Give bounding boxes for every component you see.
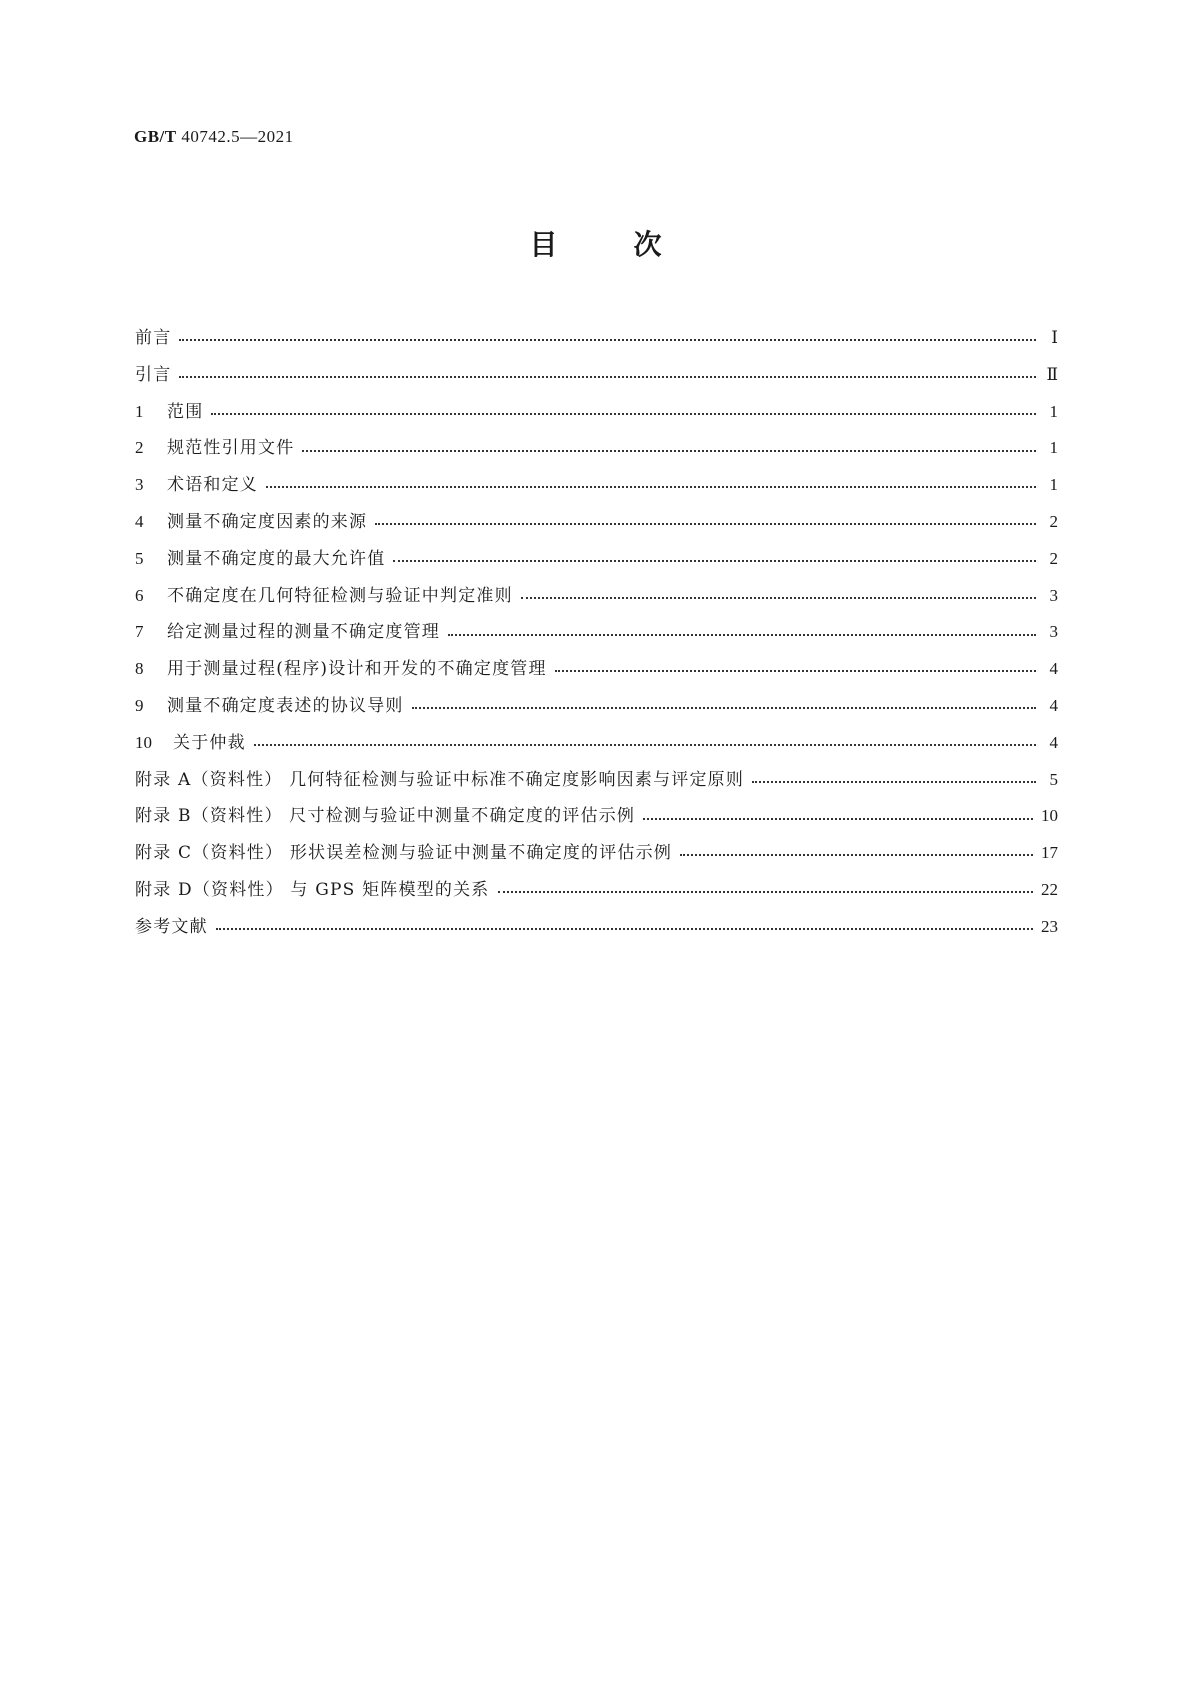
toc-entry[interactable] [135, 581, 1058, 618]
toc-entry-page: 17 [1041, 843, 1058, 863]
toc-entry-label: 参考文献 [135, 916, 208, 937]
toc-dot-leader [179, 367, 1036, 386]
toc-entry[interactable] [135, 838, 1058, 875]
toc-entry-page: 3 [1049, 622, 1058, 642]
toc-entry-label: 范围 [167, 401, 204, 422]
toc-entry-page: 10 [1041, 806, 1058, 826]
toc-dot-leader [302, 441, 1036, 460]
toc-entry-label: 规范性引用文件 [167, 438, 295, 459]
toc-entry[interactable] [135, 801, 1058, 838]
toc-dot-leader [216, 919, 1033, 938]
toc-entry[interactable] [135, 433, 1058, 470]
toc-dot-leader [752, 772, 1036, 791]
toc-dot-leader [412, 698, 1036, 717]
toc-entry-label: 前言 [135, 328, 172, 348]
toc-entry-number: 4 [135, 511, 144, 531]
toc-dot-leader [448, 625, 1036, 644]
toc-title [0, 225, 1191, 265]
toc-entry-number: 1 [135, 401, 144, 421]
toc-entry-label: 用于测量过程(程序)设计和开发的不确定度管理 [167, 659, 547, 680]
toc-entry-page: 4 [1049, 659, 1058, 679]
toc-dot-leader [393, 551, 1036, 570]
toc-entry-label: 测量不确定度表述的协议导则 [167, 695, 404, 716]
toc-entry-label: 不确定度在几何特征检测与验证中判定准则 [167, 585, 513, 606]
toc-entry-label: 术语和定义 [167, 475, 258, 496]
toc-dot-leader [521, 588, 1036, 607]
toc-dot-leader [375, 514, 1036, 533]
toc-dot-leader [211, 404, 1036, 423]
toc-dot-leader [643, 809, 1033, 828]
toc-entry[interactable] [135, 875, 1058, 912]
toc-entry-label: 附录 A（资料性） 几何特征检测与验证中标准不确定度影响因素与评定原则 [135, 769, 745, 790]
toc-entry[interactable] [135, 654, 1058, 691]
toc-entry[interactable] [135, 765, 1058, 802]
toc-dot-leader [680, 845, 1033, 864]
toc-entry-number: 8 [135, 659, 144, 679]
toc-entry[interactable] [135, 323, 1058, 360]
toc-entry-label: 给定测量过程的测量不确定度管理 [167, 622, 440, 643]
toc-entry-page: 4 [1049, 695, 1058, 715]
toc-entry-label: 测量不确定度的最大允许值 [167, 548, 386, 569]
toc-entry-label: 引言 [135, 364, 172, 385]
toc-entry-page: Ⅱ [1046, 364, 1058, 384]
toc-entry[interactable] [135, 470, 1058, 507]
toc-entry-number: 10 [135, 732, 152, 752]
toc-entry[interactable] [135, 507, 1058, 544]
toc-entry[interactable] [135, 912, 1058, 949]
document-code [134, 127, 294, 147]
toc-dot-leader [179, 330, 1036, 349]
toc-entry-page: 22 [1041, 879, 1058, 899]
toc-entry-label: 附录 B（资料性） 尺寸检测与验证中测量不确定度的评估示例 [135, 806, 636, 827]
toc-entry-page: 23 [1041, 916, 1058, 936]
toc-entry[interactable] [135, 691, 1058, 728]
toc-entry-number: 2 [135, 438, 144, 458]
toc-entry-label: 附录 C（资料性） 形状误差检测与验证中测量不确定度的评估示例 [135, 843, 673, 864]
toc-entry-number: 9 [135, 695, 144, 715]
toc-entry-label: 关于仲裁 [173, 732, 246, 753]
toc-dot-leader [266, 477, 1036, 496]
toc-entry-page: 4 [1049, 732, 1058, 752]
toc-entry-page: 1 [1049, 401, 1058, 421]
toc-entry-page: 2 [1049, 511, 1058, 531]
toc-entry-page: 1 [1049, 475, 1058, 495]
toc-entry-label: 附录 D（资料性） 与 GPS 矩阵模型的关系 [135, 879, 490, 900]
toc-title-right: 次 [633, 228, 662, 261]
toc-entry-page: Ⅰ [1051, 328, 1058, 347]
document-code-prefix: GB/T [134, 127, 177, 146]
toc-entry[interactable] [135, 544, 1058, 581]
toc-entry[interactable] [135, 617, 1058, 654]
document-code-number: 40742.5—2021 [176, 127, 294, 146]
toc-entry-number: 5 [135, 548, 144, 568]
toc-entry-page: 5 [1049, 769, 1058, 789]
toc-entry-number: 3 [135, 475, 144, 495]
toc-entry-number: 7 [135, 622, 144, 642]
toc-entry-page: 2 [1049, 548, 1058, 568]
toc-entry-page: 1 [1049, 438, 1058, 458]
toc-entry[interactable] [135, 360, 1058, 397]
toc-dot-leader [555, 661, 1036, 680]
toc-dot-leader [498, 882, 1033, 901]
toc-list [135, 323, 1058, 949]
toc-dot-leader [254, 735, 1036, 754]
toc-entry[interactable] [135, 397, 1058, 434]
toc-entry-label: 测量不确定度因素的来源 [167, 511, 368, 532]
toc-title-left: 目 [529, 228, 558, 261]
toc-entry[interactable] [135, 728, 1058, 765]
toc-entry-number: 6 [135, 585, 144, 605]
toc-entry-page: 3 [1049, 585, 1058, 605]
